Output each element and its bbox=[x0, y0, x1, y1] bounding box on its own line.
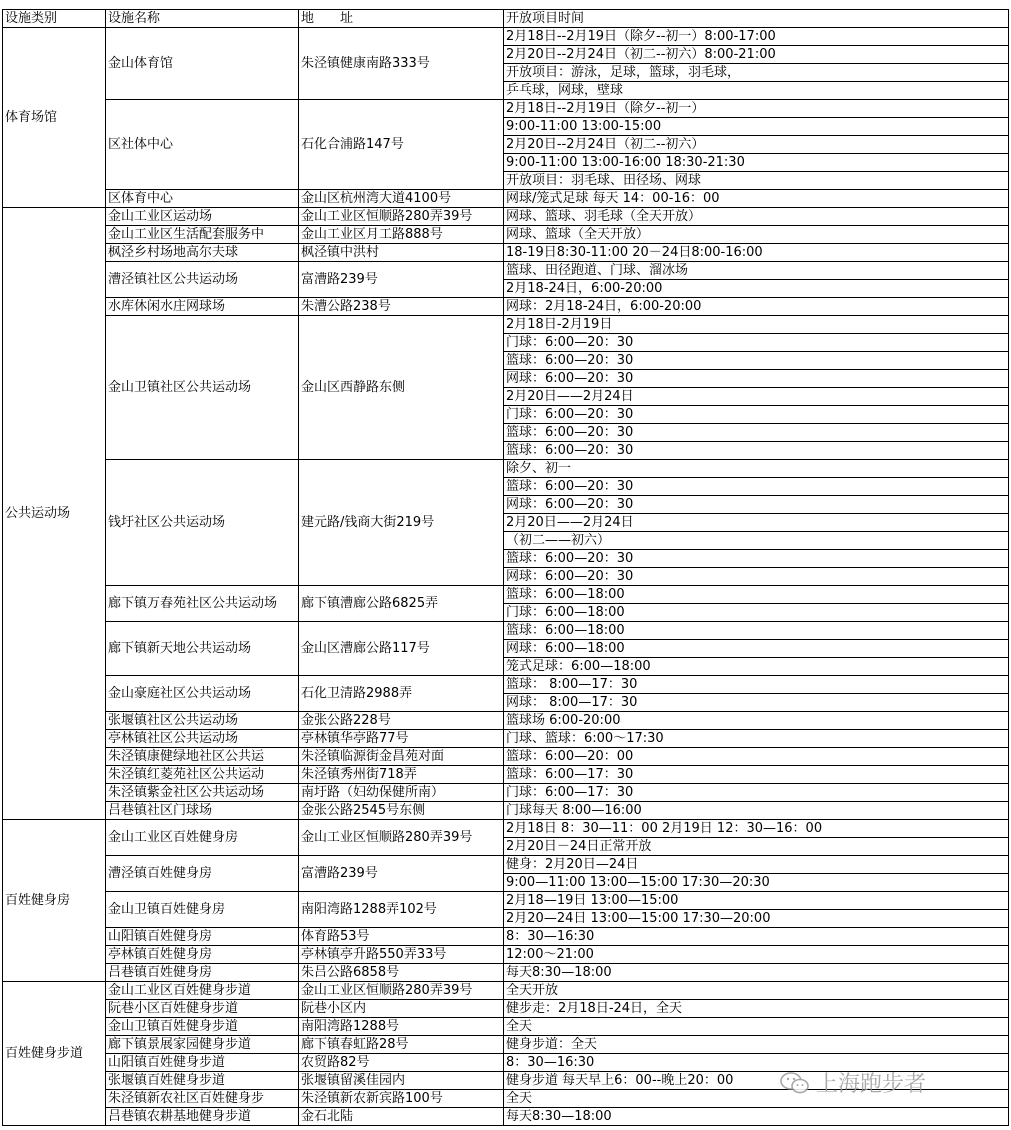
opening-hours: 篮球：6:00—20：30 bbox=[504, 550, 1009, 568]
facility-address: 金张公路2545号东侧 bbox=[299, 802, 504, 820]
opening-hours: 门球：6:00—18:00 bbox=[504, 604, 1009, 622]
facility-address: 体育路53号 bbox=[299, 928, 504, 946]
header-name: 设施名称 bbox=[106, 10, 299, 28]
facility-name: 亭林镇百姓健身房 bbox=[106, 946, 299, 964]
table-row bbox=[3, 820, 1009, 838]
table-row bbox=[3, 226, 1009, 244]
facility-name: 金山工业区生活配套服务中 bbox=[106, 226, 299, 244]
facility-name: 朱泾镇紫金社区公共运动场 bbox=[106, 784, 299, 802]
table-row bbox=[3, 460, 1009, 478]
facility-name: 金山工业区运动场 bbox=[106, 208, 299, 226]
facility-name: 水库休闲水庄网球场 bbox=[106, 298, 299, 316]
facility-name: 金山卫镇社区公共运动场 bbox=[106, 316, 299, 460]
opening-hours: 全天开放 bbox=[504, 982, 1009, 1000]
opening-hours: 9:00-11:00 13:00-15:00 bbox=[504, 118, 1009, 136]
opening-hours: 网球：6:00—20：30 bbox=[504, 370, 1009, 388]
opening-hours: 门球、篮球：6:00～17:30 bbox=[504, 730, 1009, 748]
opening-hours: 2月18—19日 13:00—15:00 bbox=[504, 892, 1009, 910]
facility-name: 廊下镇景展家园健身步道 bbox=[106, 1036, 299, 1054]
facility-address: 金山区杭州湾大道4100号 bbox=[299, 190, 504, 208]
opening-hours: 开放项目：羽毛球、田径场、网球 bbox=[504, 172, 1009, 190]
facility-name: 金山卫镇百姓健身步道 bbox=[106, 1018, 299, 1036]
opening-hours: 健步走：2月18日-24日，全天 bbox=[504, 1000, 1009, 1018]
opening-hours: 乒乓球，网球，壁球 bbox=[504, 82, 1009, 100]
facility-address: 朱泾镇临源街金昌苑对面 bbox=[299, 748, 504, 766]
facility-address: 金山区漕廊公路117号 bbox=[299, 622, 504, 676]
facility-address: 张堰镇留溪佳园内 bbox=[299, 1072, 504, 1090]
table-row bbox=[3, 1036, 1009, 1054]
category-cell: 百姓健身步道 bbox=[3, 982, 106, 1126]
table-row bbox=[3, 856, 1009, 874]
opening-hours: 9:00-11:00 13:00-16:00 18:30-21:30 bbox=[504, 154, 1009, 172]
opening-hours: 2月18日 8：30—11：00 2月19日 12：30—16：00 bbox=[504, 820, 1009, 838]
opening-hours: 网球：2月18-24日，6:00-20:00 bbox=[504, 298, 1009, 316]
table-row bbox=[3, 316, 1009, 334]
facility-address: 亭林镇亭升路550弄33号 bbox=[299, 946, 504, 964]
opening-hours: 2月18日-2月19日 bbox=[504, 316, 1009, 334]
table-row bbox=[3, 1000, 1009, 1018]
opening-hours: 除夕、初一 bbox=[504, 460, 1009, 478]
table-row bbox=[3, 766, 1009, 784]
facility-name: 漕泾镇社区公共运动场 bbox=[106, 262, 299, 298]
opening-hours: 篮球、田径跑道、门球、溜冰场 bbox=[504, 262, 1009, 280]
table-row bbox=[3, 190, 1009, 208]
opening-hours: 健身步道 每天早上6：00--晚上20：00 bbox=[504, 1072, 1009, 1090]
table-row bbox=[3, 1108, 1009, 1126]
opening-hours: 门球：6:00—20：30 bbox=[504, 334, 1009, 352]
table-row bbox=[3, 712, 1009, 730]
facility-name: 吕巷镇社区门球场 bbox=[106, 802, 299, 820]
opening-hours: 2月20日--2月24日（初二--初六） bbox=[504, 136, 1009, 154]
facility-name: 朱泾镇新农社区百姓健身步 bbox=[106, 1090, 299, 1108]
facility-address: 阮巷小区内 bbox=[299, 1000, 504, 1018]
opening-hours: 全天 bbox=[504, 1018, 1009, 1036]
facility-name: 张堰镇社区公共运动场 bbox=[106, 712, 299, 730]
category-cell: 体育场馆 bbox=[3, 28, 106, 208]
facility-address: 廊下镇漕廊公路6825弄 bbox=[299, 586, 504, 622]
facility-name: 阮巷小区百姓健身步道 bbox=[106, 1000, 299, 1018]
facility-address: 朱泾镇健康南路333号 bbox=[299, 28, 504, 100]
table-row bbox=[3, 928, 1009, 946]
facility-name: 吕巷镇百姓健身房 bbox=[106, 964, 299, 982]
facility-name: 金山工业区百姓健身步道 bbox=[106, 982, 299, 1000]
opening-hours: 2月18-24日，6:00-20:00 bbox=[504, 280, 1009, 298]
table-row bbox=[3, 730, 1009, 748]
opening-hours: 网球、篮球、羽毛球（全天开放） bbox=[504, 208, 1009, 226]
facility-address: 南圩路（妇幼保健所南） bbox=[299, 784, 504, 802]
opening-hours: 篮球：6:00—20：30 bbox=[504, 424, 1009, 442]
opening-hours: 8：30—16:30 bbox=[504, 1054, 1009, 1072]
opening-hours: 2月18日--2月19日（除夕--初一）8:00-17:00 bbox=[504, 28, 1009, 46]
opening-hours: 网球：6:00—18:00 bbox=[504, 640, 1009, 658]
facility-name: 钱圩社区公共运动场 bbox=[106, 460, 299, 586]
header-category: 设施类别 bbox=[3, 10, 106, 28]
facility-address: 金山工业区恒顺路280弄39号 bbox=[299, 208, 504, 226]
facility-address: 石化合浦路147号 bbox=[299, 100, 504, 190]
opening-hours: 健身：2月20日—24日 bbox=[504, 856, 1009, 874]
table-row bbox=[3, 676, 1009, 694]
facility-address: 枫泾镇中洪村 bbox=[299, 244, 504, 262]
table-row bbox=[3, 244, 1009, 262]
table-row bbox=[3, 586, 1009, 604]
facility-name: 山阳镇百姓健身步道 bbox=[106, 1054, 299, 1072]
facility-address: 金山工业区恒顺路280弄39号 bbox=[299, 820, 504, 856]
facility-address: 廊下镇春虹路28号 bbox=[299, 1036, 504, 1054]
facility-address: 亭林镇华亭路77号 bbox=[299, 730, 504, 748]
opening-hours: 门球每天 8:00—16:00 bbox=[504, 802, 1009, 820]
facility-address: 金山区西静路东侧 bbox=[299, 316, 504, 460]
opening-hours: （初二——初六） bbox=[504, 532, 1009, 550]
facility-name: 金山工业区百姓健身房 bbox=[106, 820, 299, 856]
table-row bbox=[3, 784, 1009, 802]
facility-address: 金张公路228号 bbox=[299, 712, 504, 730]
facility-address: 金山工业区月工路888号 bbox=[299, 226, 504, 244]
facility-name: 金山体育馆 bbox=[106, 28, 299, 100]
facility-address: 建元路/钱商大街219号 bbox=[299, 460, 504, 586]
table-row bbox=[3, 964, 1009, 982]
facility-address: 农贸路82号 bbox=[299, 1054, 504, 1072]
header-hours: 开放项目时间 bbox=[504, 10, 1009, 28]
header-row bbox=[3, 10, 1009, 28]
opening-hours: 网球：6:00—20：30 bbox=[504, 496, 1009, 514]
facility-address: 南阳湾路1288号 bbox=[299, 1018, 504, 1036]
opening-hours: 2月18日--2月19日（除夕--初一） bbox=[504, 100, 1009, 118]
opening-hours: 2月20日——2月24日 bbox=[504, 388, 1009, 406]
table-row bbox=[3, 982, 1009, 1000]
opening-hours: 每天8:30—18:00 bbox=[504, 1108, 1009, 1126]
facility-name: 金山卫镇百姓健身房 bbox=[106, 892, 299, 928]
table-row bbox=[3, 100, 1009, 118]
facility-name: 吕巷镇农耕基地健身步道 bbox=[106, 1108, 299, 1126]
table-row bbox=[3, 1018, 1009, 1036]
opening-hours: 8：30—16:30 bbox=[504, 928, 1009, 946]
opening-hours: 网球：6:00—20：30 bbox=[504, 568, 1009, 586]
table-row bbox=[3, 262, 1009, 280]
facility-name: 枫泾乡村场地高尔夫球 bbox=[106, 244, 299, 262]
facility-name: 朱泾镇康健绿地社区公共运 bbox=[106, 748, 299, 766]
table-row bbox=[3, 892, 1009, 910]
opening-hours: 篮球：6:00—17：30 bbox=[504, 766, 1009, 784]
table-row bbox=[3, 802, 1009, 820]
table-row bbox=[3, 748, 1009, 766]
table-row bbox=[3, 622, 1009, 640]
opening-hours: 网球、篮球（全天开放） bbox=[504, 226, 1009, 244]
facility-name: 亭林镇社区公共运动场 bbox=[106, 730, 299, 748]
table-row bbox=[3, 28, 1009, 46]
opening-hours: 每天8:30—18:00 bbox=[504, 964, 1009, 982]
facility-address: 南阳湾路1288弄102号 bbox=[299, 892, 504, 928]
opening-hours: 18-19日8:30-11:00 20－24日8:00-16:00 bbox=[504, 244, 1009, 262]
opening-hours: 门球：6:00—20：30 bbox=[504, 406, 1009, 424]
facility-address: 朱漕公路238号 bbox=[299, 298, 504, 316]
facility-address: 石化卫清路2988弄 bbox=[299, 676, 504, 712]
facility-name: 山阳镇百姓健身房 bbox=[106, 928, 299, 946]
facility-name: 金山豪庭社区公共运动场 bbox=[106, 676, 299, 712]
facility-address: 金石北陆 bbox=[299, 1108, 504, 1126]
wechat-icon bbox=[780, 1071, 810, 1095]
opening-hours: 健身步道：全天 bbox=[504, 1036, 1009, 1054]
opening-hours: 全天 bbox=[504, 1090, 1009, 1108]
facility-address: 朱吕公路6858号 bbox=[299, 964, 504, 982]
facility-name: 区社体中心 bbox=[106, 100, 299, 190]
opening-hours: 9:00—11:00 13:00—15:00 17:30—20:30 bbox=[504, 874, 1009, 892]
header-address: 地 址 bbox=[299, 10, 504, 28]
facility-address: 富漕路239号 bbox=[299, 856, 504, 892]
facility-name: 区体育中心 bbox=[106, 190, 299, 208]
facility-address: 富漕路239号 bbox=[299, 262, 504, 298]
table-row bbox=[3, 208, 1009, 226]
opening-hours: 2月20日--2月24日（初二--初六）8:00-21:00 bbox=[504, 46, 1009, 64]
facility-schedule-table bbox=[2, 9, 1009, 1126]
opening-hours: 2月20日－24日正常开放 bbox=[504, 838, 1009, 856]
opening-hours: 篮球：6:00—20：30 bbox=[504, 478, 1009, 496]
watermark-text: 上海跑步者 bbox=[816, 1072, 927, 1097]
opening-hours: 篮球：6:00—18:00 bbox=[504, 586, 1009, 604]
opening-hours: 篮球：6:00—20：30 bbox=[504, 442, 1009, 460]
opening-hours: 篮球：6:00—20：30 bbox=[504, 352, 1009, 370]
facility-name: 张堰镇百姓健身步道 bbox=[106, 1072, 299, 1090]
facility-address: 朱泾镇新农新宾路100号 bbox=[299, 1090, 504, 1108]
opening-hours: 2月20日——2月24日 bbox=[504, 514, 1009, 532]
opening-hours: 网球/笼式足球 每天 14：00-16：00 bbox=[504, 190, 1009, 208]
opening-hours: 篮球：6:00—18:00 bbox=[504, 622, 1009, 640]
facility-name: 廊下镇万春苑社区公共运动场 bbox=[106, 586, 299, 622]
opening-hours: 篮球： 8:00—17：30 bbox=[504, 676, 1009, 694]
facility-address: 朱泾镇秀州街718弄 bbox=[299, 766, 504, 784]
category-cell: 百姓健身房 bbox=[3, 820, 106, 982]
watermark bbox=[780, 1067, 926, 1098]
opening-hours: 开放项目：游泳，足球，篮球，羽毛球， bbox=[504, 64, 1009, 82]
facility-name: 漕泾镇百姓健身房 bbox=[106, 856, 299, 892]
table-row bbox=[3, 946, 1009, 964]
opening-hours: 12:00～21:00 bbox=[504, 946, 1009, 964]
facility-address: 金山工业区恒顺路280弄39号 bbox=[299, 982, 504, 1000]
opening-hours: 篮球场 6:00-20:00 bbox=[504, 712, 1009, 730]
category-cell: 公共运动场 bbox=[3, 208, 106, 820]
opening-hours: 网球： 8:00—17：30 bbox=[504, 694, 1009, 712]
facility-name: 廊下镇新天地公共运动场 bbox=[106, 622, 299, 676]
opening-hours: 2月20—24日 13:00—15:00 17:30—20:00 bbox=[504, 910, 1009, 928]
opening-hours: 篮球：6:00—20：00 bbox=[504, 748, 1009, 766]
table-row bbox=[3, 298, 1009, 316]
opening-hours: 笼式足球：6:00—18:00 bbox=[504, 658, 1009, 676]
opening-hours: 门球：6:00—17：30 bbox=[504, 784, 1009, 802]
facility-name: 朱泾镇红菱苑社区公共运动 bbox=[106, 766, 299, 784]
